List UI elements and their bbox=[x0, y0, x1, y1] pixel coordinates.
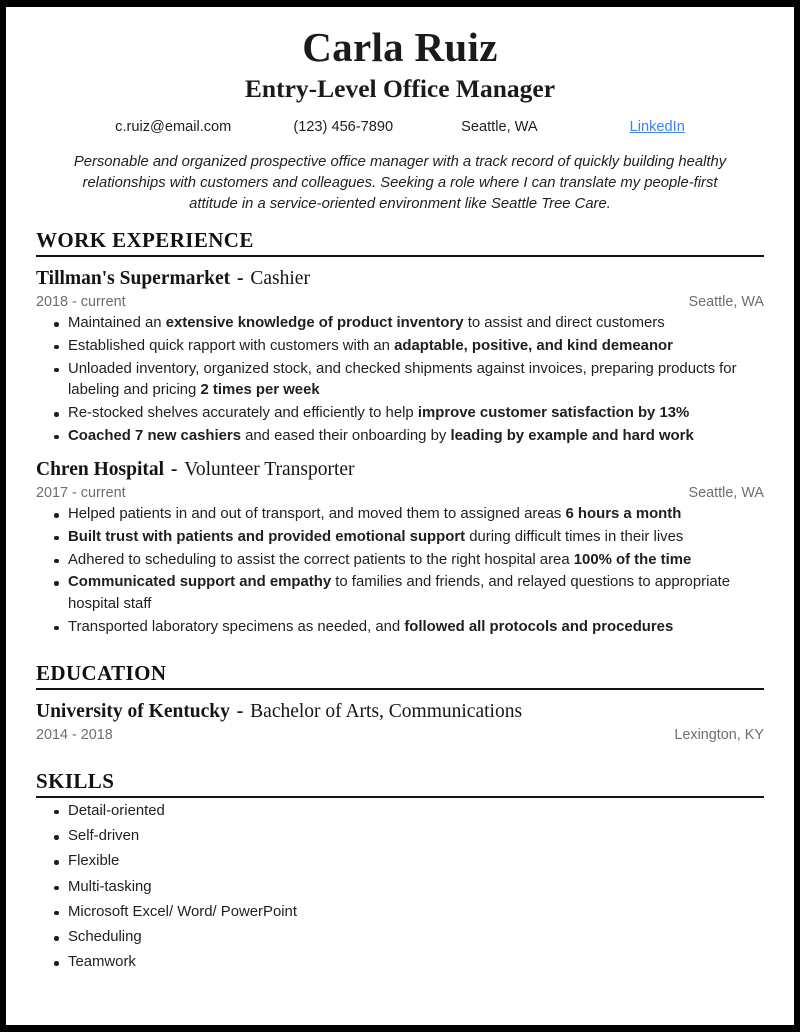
bullet-highlight: followed all protocols and procedures bbox=[404, 618, 674, 635]
bullet-highlight: adaptable, positive, and kind demeanor bbox=[394, 337, 673, 354]
entry-dates: 2017 - current bbox=[36, 485, 126, 502]
bullet-highlight: Coached 7 new cashiers bbox=[68, 427, 241, 444]
entry-separator: - bbox=[166, 458, 183, 480]
bullet-item bbox=[36, 426, 764, 448]
bullet-item bbox=[36, 572, 764, 616]
entry-organization: Chren Hospital bbox=[36, 458, 165, 480]
section-title-skills: SKILLS bbox=[36, 768, 115, 793]
entry-location: Seattle, WA bbox=[688, 294, 764, 311]
resume-entry bbox=[36, 700, 764, 743]
skill-item: Detail-oriented bbox=[36, 801, 764, 823]
section-title-education: EDUCATION bbox=[36, 660, 167, 685]
skill-item: Flexible bbox=[36, 851, 764, 873]
contact-row bbox=[36, 119, 764, 135]
entry-bullet-list bbox=[36, 504, 764, 639]
entry-meta bbox=[36, 485, 764, 501]
contact-phone[interactable]: (123) 456-7890 bbox=[293, 118, 394, 135]
bullet-highlight: 6 hours a month bbox=[565, 506, 682, 523]
bullet-text: during difficult times in their lives bbox=[465, 528, 684, 545]
bullet-item bbox=[36, 313, 764, 335]
bullet-highlight: Communicated support and empathy bbox=[68, 574, 332, 591]
bullet-highlight: 2 times per week bbox=[200, 382, 320, 399]
section-work-experience bbox=[36, 228, 764, 639]
bullet-text: to families and friends, and relayed questions to appropriate hospital staff bbox=[68, 574, 731, 613]
education-entry-list bbox=[36, 700, 764, 743]
section-education bbox=[36, 661, 764, 743]
entry-organization: University of Kentucky bbox=[36, 700, 230, 722]
entry-role: Cashier bbox=[250, 267, 310, 289]
skill-item: Multi-tasking bbox=[36, 877, 764, 899]
candidate-name: Carla Ruiz bbox=[302, 24, 498, 70]
entry-heading bbox=[36, 458, 764, 482]
bullet-highlight: improve customer satisfaction by 13% bbox=[417, 405, 690, 422]
bullet-highlight: 100% of the time bbox=[573, 551, 692, 568]
entry-dates: 2014 - 2018 bbox=[36, 726, 113, 743]
bullet-item bbox=[36, 403, 764, 425]
entry-bullet-list bbox=[36, 313, 764, 448]
resume-page bbox=[6, 7, 794, 1025]
entry-organization: Tillman's Supermarket bbox=[36, 267, 231, 289]
bullet-highlight: extensive knowledge of product inventory bbox=[165, 315, 464, 332]
skill-item: Scheduling bbox=[36, 927, 764, 949]
bullet-highlight: leading by example and hard work bbox=[450, 427, 694, 444]
bullet-text: to assist and direct customers bbox=[463, 315, 665, 332]
resume-entry bbox=[36, 267, 764, 448]
entry-meta bbox=[36, 727, 764, 743]
skills-list bbox=[36, 801, 764, 974]
entry-location: Seattle, WA bbox=[688, 485, 764, 502]
bullet-item bbox=[36, 527, 764, 549]
resume-entry bbox=[36, 458, 764, 639]
skill-item: Teamwork bbox=[36, 952, 764, 974]
bullet-text: Re-stocked shelves accurately and efficiently to help bbox=[68, 405, 418, 422]
section-skills bbox=[36, 769, 764, 974]
bullet-text: Maintained an bbox=[68, 315, 166, 332]
skill-item: Self-driven bbox=[36, 826, 764, 848]
contact-email[interactable]: c.ruiz@email.com bbox=[115, 118, 232, 135]
section-divider bbox=[36, 796, 764, 798]
bullet-text: Unloaded inventory, organized stock, and checked shipments against invoices, preparing products for labeling and pricing bbox=[68, 360, 737, 399]
candidate-headline: Entry-Level Office Manager bbox=[244, 74, 556, 104]
resume-header bbox=[36, 25, 764, 215]
entry-heading bbox=[36, 700, 764, 724]
bullet-item bbox=[36, 550, 764, 572]
entry-role: Volunteer Transporter bbox=[184, 458, 355, 480]
section-title-work: WORK EXPERIENCE bbox=[36, 227, 254, 252]
professional-summary: Personable and organized prospective office manager with a track record of quickly building healthy relationships with customers and colleagues. Seeking a role where I can translate my people-first attitude in a service-oriented environment like Seattle Tree Care. bbox=[73, 153, 727, 212]
bullet-item bbox=[36, 336, 764, 358]
entry-location: Lexington, KY bbox=[674, 726, 764, 743]
section-divider bbox=[36, 688, 764, 690]
entry-role: Bachelor of Arts, Communications bbox=[250, 700, 523, 722]
entry-separator: - bbox=[232, 267, 249, 289]
bullet-item bbox=[36, 504, 764, 526]
section-divider bbox=[36, 255, 764, 257]
entry-separator: - bbox=[231, 700, 249, 722]
linkedin-link[interactable]: LinkedIn bbox=[629, 118, 685, 135]
entry-dates: 2018 - current bbox=[36, 294, 126, 311]
bullet-text: Transported laboratory specimens as needed, and bbox=[68, 618, 405, 635]
bullet-text: Adhered to scheduling to assist the correct patients to the right hospital area bbox=[68, 551, 574, 568]
bullet-text: and eased their onboarding by bbox=[240, 427, 451, 444]
entry-meta bbox=[36, 294, 764, 310]
contact-location: Seattle, WA bbox=[461, 118, 538, 135]
bullet-highlight: Built trust with patients and provided emotional support bbox=[68, 528, 466, 545]
bullet-item bbox=[36, 617, 764, 639]
bullet-item bbox=[36, 359, 764, 403]
work-entry-list bbox=[36, 267, 764, 639]
bullet-text: Established quick rapport with customers with an bbox=[68, 337, 395, 354]
entry-heading bbox=[36, 267, 764, 291]
bullet-text: Helped patients in and out of transport, and moved them to assigned areas bbox=[68, 506, 566, 523]
skill-item: Microsoft Excel/ Word/ PowerPoint bbox=[36, 902, 764, 924]
